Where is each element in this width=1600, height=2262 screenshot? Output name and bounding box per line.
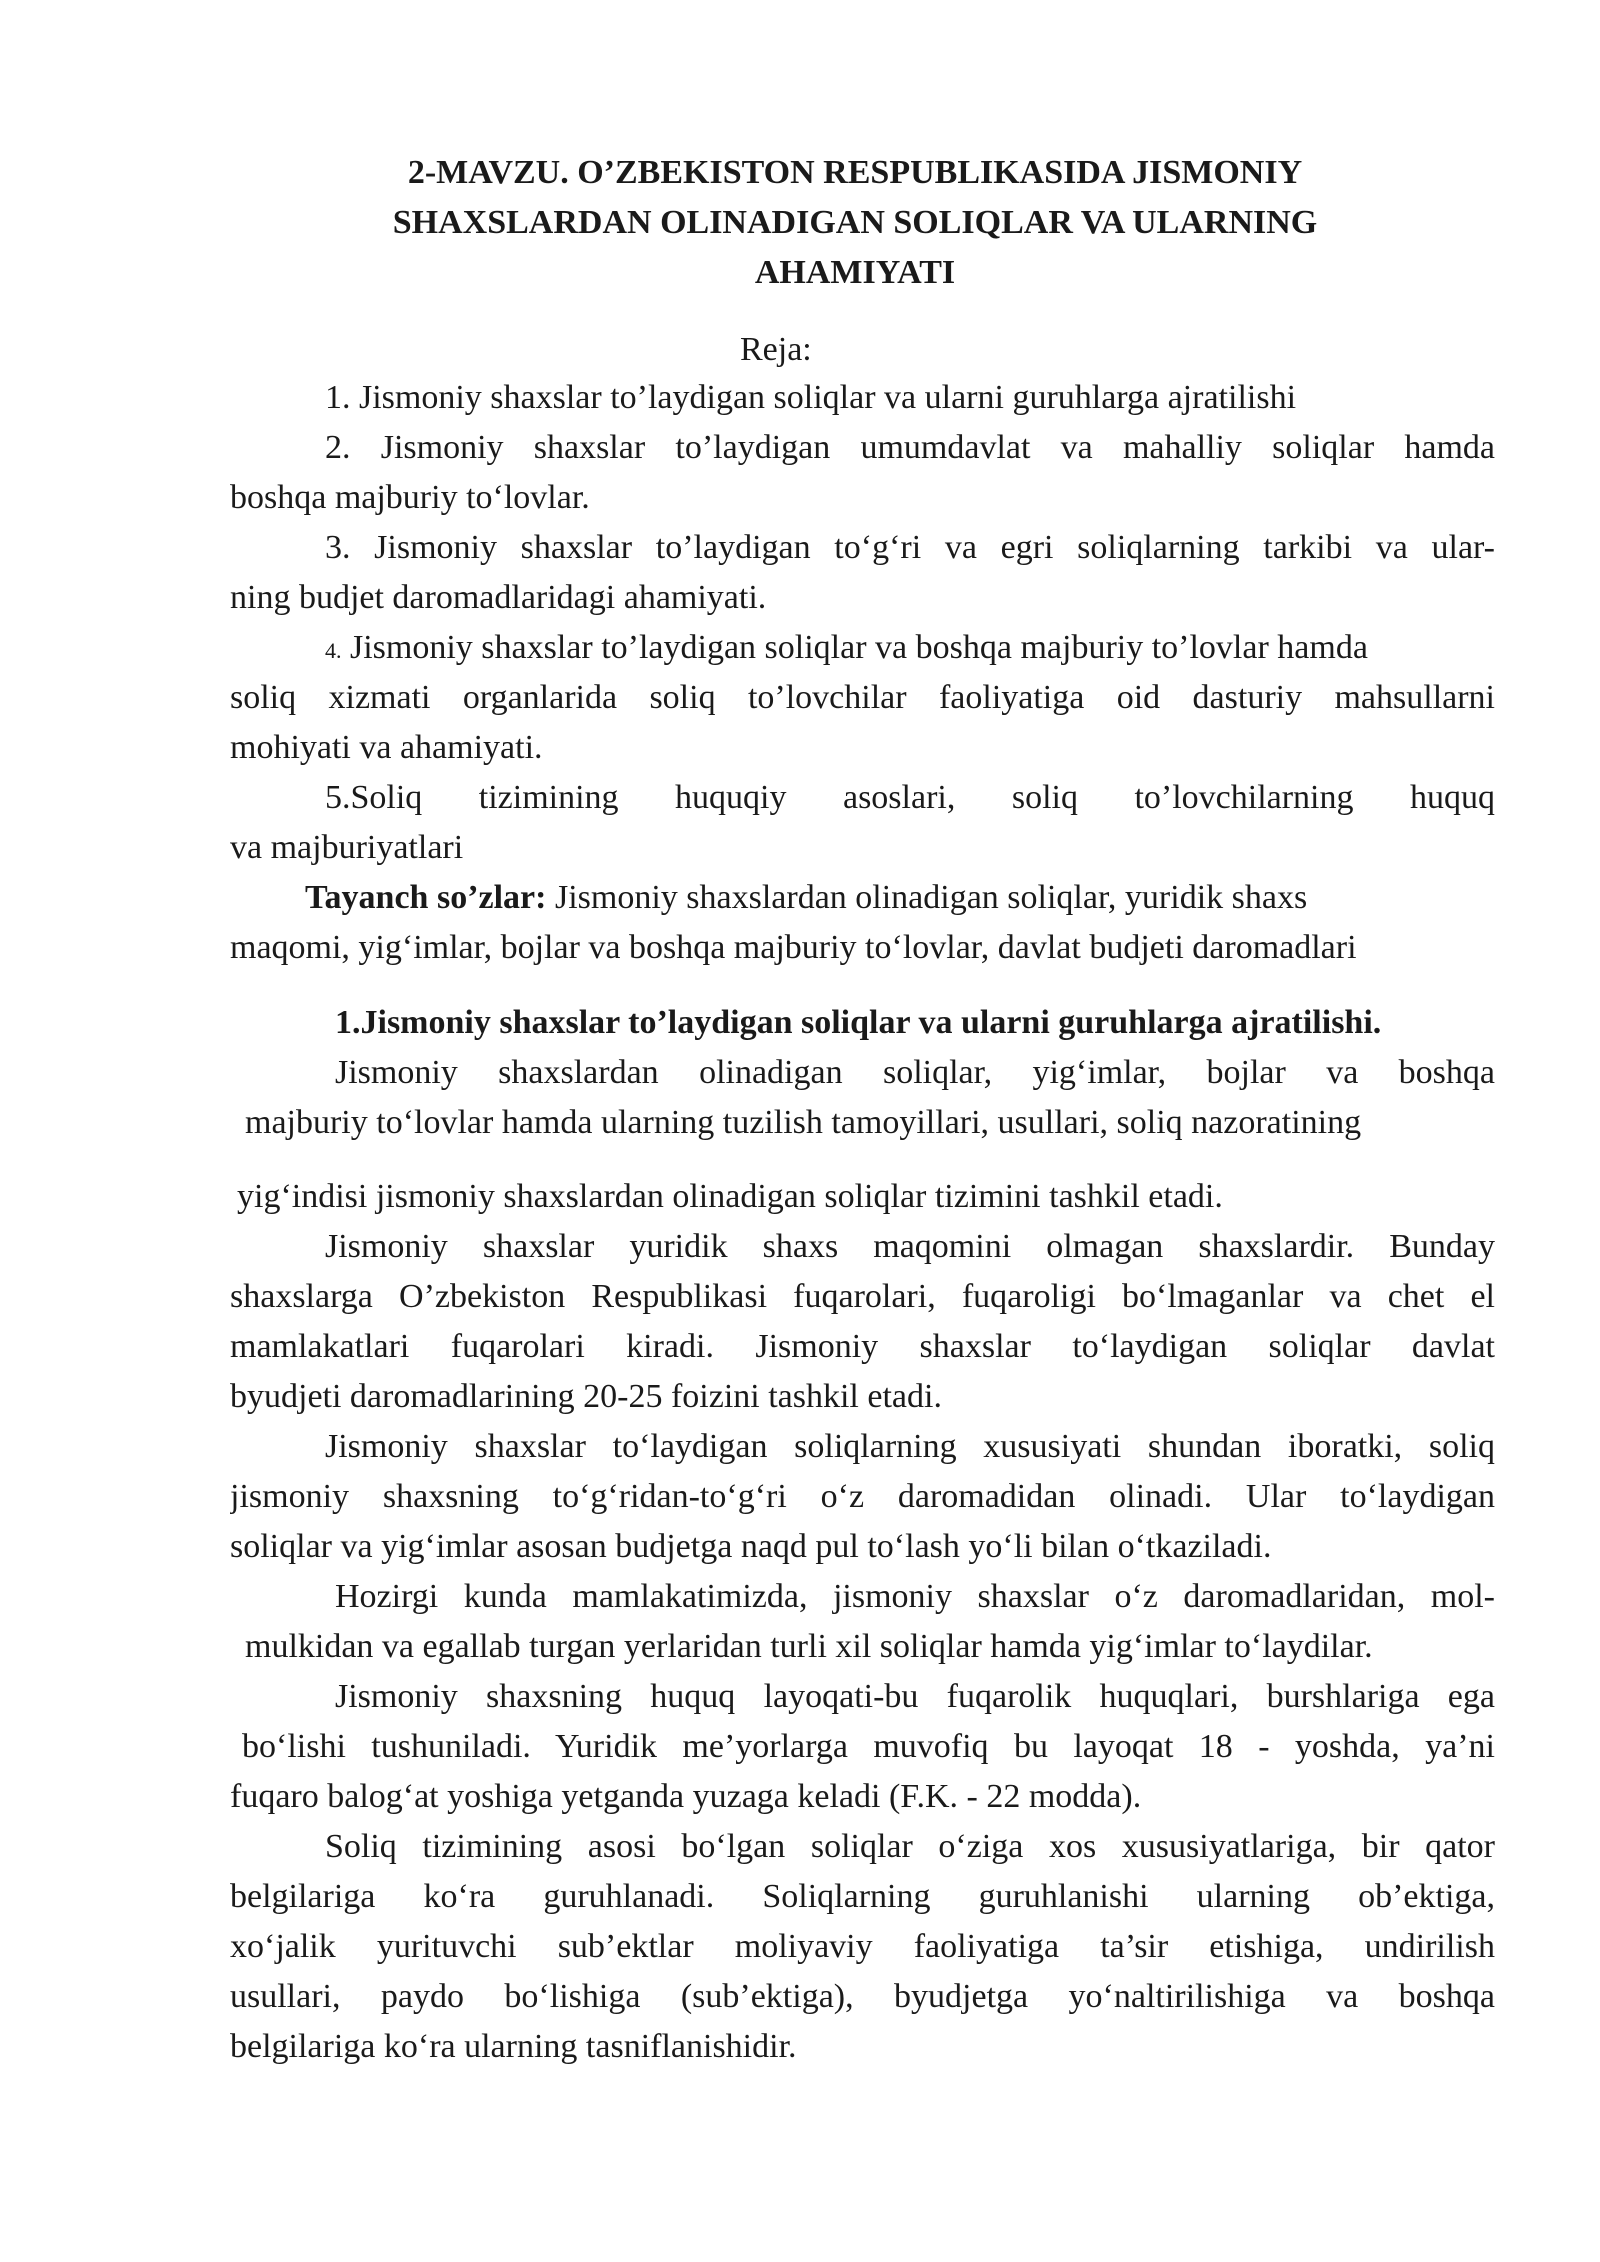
plan-item-4-text: Jismoniy shaxslar to’laydigan soliqlar va boshqa majburiy to’lovlar hamda: [341, 629, 1368, 666]
plan-item-5-line-2: va majburiyatlari: [230, 829, 464, 866]
section-1-number: 1: [335, 1004, 352, 1041]
paragraph-6-line-4: usullari, paydo bo‘lishiga (sub’ektiga), byudjetga yo‘naltirilishiga va boshqa: [230, 1978, 1495, 2015]
plan-item-4-line-2: soliq xizmati organlarida soliq to’lovchilar faoliyatiga oid dasturiy mahsullarni: [230, 679, 1495, 716]
paragraph-3-line-2: jismoniy shaxsning to‘g‘ridan-to‘g‘ri o‘z daromadidan olinadi. Ular to‘laydigan: [230, 1478, 1495, 1515]
section-1-heading-text: .Jismoniy shaxslar to’laydigan soliqlar va ularni guruhlarga ajratilishi.: [352, 1004, 1382, 1041]
title-line-2: SHAXSLARDAN OLINADIGAN SOLIQLAR VA ULARNING: [392, 204, 1318, 241]
keywords-label: Tayanch so’zlar:: [305, 879, 547, 916]
paragraph-1-line-2: majburiy to‘lovlar hamda ularning tuzilish tamoyillari, usullari, soliq nazoratining: [245, 1104, 1362, 1141]
paragraph-5-line-1: Jismoniy shaxsning huquq layoqati-bu fuqarolik huquqlari, burshlariga ega: [335, 1678, 1495, 1715]
paragraph-1-line-1: Jismoniy shaxslardan olinadigan soliqlar, yig‘imlar, bojlar va boshqa: [335, 1054, 1495, 1091]
paragraph-2-line-4: byudjeti daromadlarining 20-25 foizini tashkil etadi.: [230, 1378, 942, 1415]
paragraph-2-line-1: Jismoniy shaxslar yuridik shaxs maqomini olmagan shaxslardir. Bunday: [325, 1228, 1495, 1265]
paragraph-2-line-3: mamlakatlari fuqarolari kiradi. Jismoniy shaxslar to‘laydigan soliqlar davlat: [230, 1328, 1495, 1365]
paragraph-5-line-3: fuqaro balog‘at yoshiga yetganda yuzaga keladi (F.K. - 22 modda).: [230, 1778, 1142, 1815]
title-line-1: 2-MAVZU. O’ZBEKISTON RESPUBLIKASIDA JISMONIY: [407, 154, 1303, 191]
plan-item-3-line-1: 3. Jismoniy shaxslar to’laydigan to‘g‘ri va egri soliqlarning tarkibi va ular-: [325, 529, 1495, 566]
paragraph-5-line-2: bo‘lishi tushuniladi. Yuridik me’yorlarga muvofiq bu layoqat 18 - yoshda, ya’ni: [242, 1728, 1495, 1765]
paragraph-4-line-2: mulkidan va egallab turgan yerlaridan turli xil soliqlar hamda yig‘imlar to‘laydilar.: [245, 1628, 1373, 1665]
plan-item-1: 1. Jismoniy shaxslar to’laydigan soliqlar va ularni guruhlarga ajratilishi: [325, 379, 1297, 416]
paragraph-6-line-2: belgilariga ko‘ra guruhlanadi. Soliqlarning guruhlanishi ularning ob’ektiga,: [230, 1878, 1495, 1915]
paragraph-2-line-2: shaxslarga O’zbekiston Respublikasi fuqarolari, fuqaroligi bo‘lmaganlar va chet el: [230, 1278, 1495, 1315]
section-1-heading: [335, 1003, 1381, 1043]
paragraph-6-line-1: Soliq tizimining asosi bo‘lgan soliqlar o‘ziga xos xususiyatlariga, bir qator: [325, 1828, 1495, 1865]
plan-item-3-line-2: ning budjet daromadlaridagi ahamiyati.: [230, 579, 767, 616]
plan-item-2-line-1: 2. Jismoniy shaxslar to’laydigan umumdavlat va mahalliy soliqlar hamda: [325, 429, 1495, 466]
paragraph-3-line-3: soliqlar va yig‘imlar asosan budjetga naqd pul to‘lash yo‘li bilan o‘tkaziladi.: [230, 1528, 1272, 1565]
plan-item-4-number: 4.: [325, 638, 342, 663]
title-line-3: AHAMIYATI: [754, 254, 956, 291]
keywords-line-2: maqomi, yig‘imlar, bojlar va boshqa majburiy to‘lovlar, davlat budjeti daromadlari: [230, 929, 1357, 966]
plan-item-4-line-3: mohiyati va ahamiyati.: [230, 729, 543, 766]
plan-label: Reja:: [740, 331, 812, 368]
plan-item-4-line-1: [325, 628, 1495, 668]
paragraph-3-line-1: Jismoniy shaxslar to‘laydigan soliqlarning xususiyati shundan iboratki, soliq: [325, 1428, 1495, 1465]
plan-item-2-line-2: boshqa majburiy to‘lovlar.: [230, 479, 590, 516]
keywords-text-1: Jismoniy shaxslardan olinadigan soliqlar, yuridik shaxs: [546, 879, 1308, 916]
plan-item-5-line-1: 5.Soliq tizimining huquqiy asoslari, soliq to’lovchilarning huquq: [325, 779, 1495, 816]
document-title: [230, 148, 1480, 298]
paragraph-1-line-3: yig‘indisi jismoniy shaxslardan olinadigan soliqlar tizimini tashkil etadi.: [237, 1178, 1223, 1215]
paragraph-4-line-1: Hozirgi kunda mamlakatimizda, jismoniy shaxslar o‘z daromadlaridan, mol-: [335, 1578, 1495, 1615]
keywords-line-1: [305, 878, 1307, 918]
paragraph-6-line-5: belgilariga ko‘ra ularning tasniflanishidir.: [230, 2028, 797, 2065]
paragraph-6-line-3: xo‘jalik yurituvchi sub’ektlar moliyaviy faoliyatiga ta’sir etishiga, undirilish: [230, 1928, 1495, 1965]
